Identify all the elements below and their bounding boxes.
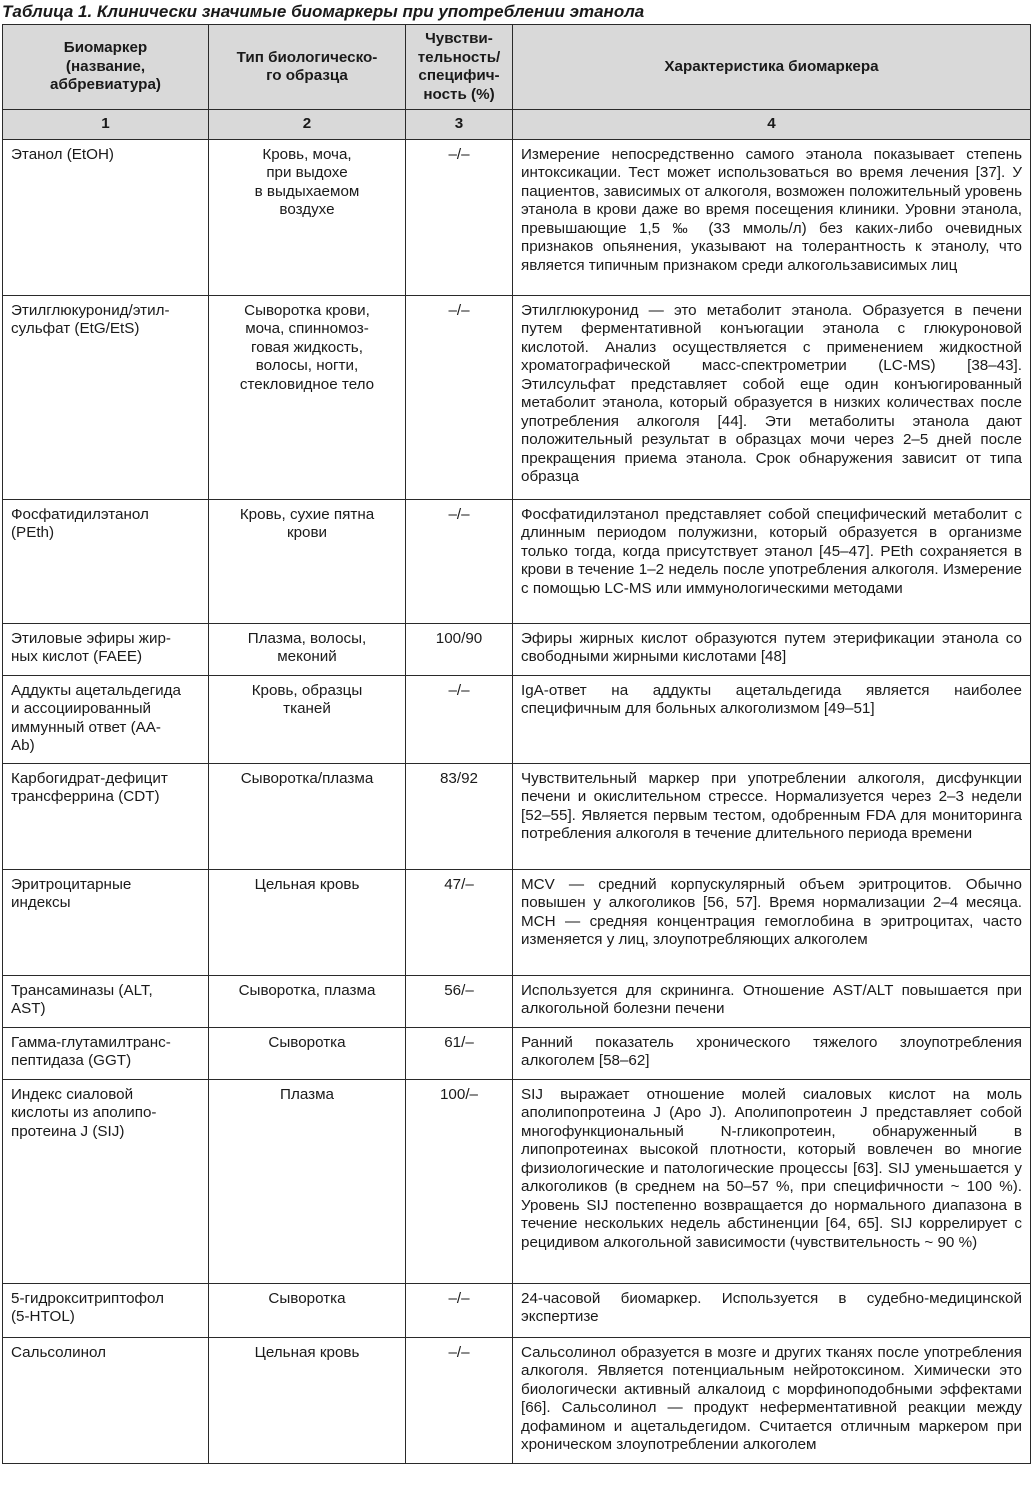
biomarker-description: Фосфатидилэтанол представляет собой специфический метаболит с длинным периодом полужизни, который образуется в организме только тогда, когда присутствует этанол [45–47]. PEth сохраняется в крови в течение 1–2 недель после употребления алкоголя. Измерение с помощью LC-MS или иммунологическими методами: [513, 499, 1031, 623]
sample-type: Сыворотка, плазма: [209, 975, 406, 1027]
biomarker-description: Эфиры жирных кислот образуются путем этерификации этанола со свободными жирными кислотами [48]: [513, 623, 1031, 675]
biomarker-name: Этанол (EtOH): [3, 139, 209, 295]
table-row: [3, 1027, 1031, 1079]
biomarker-name: Эритроцитарные индексы: [3, 869, 209, 975]
biomarker-description: SIJ выражает отношение молей сиаловых кислот на моль аполипопротеина J (Apo J). Аполипопротеин J представляет собой многофункциональный N-гликопротеин, обнаруженный в липопротеинах высокой плотности, который вовлечен во многие физиологические и патологические процессы [63]. SIJ уменьшается у алкоголиков (в среднем на 50–57 %, при специфичности ~ 100 %). Уровень SIJ постепенно возвращается до нормального диапазона в течение нескольких недель абстиненции [64, 65]. SIJ коррелирует с рецидивом алкогольной зависимости (чувствительность ~ 90 %): [513, 1079, 1031, 1283]
sensitivity-value: 61/–: [406, 1027, 513, 1079]
sensitivity-value: 83/92: [406, 763, 513, 869]
table-row: [3, 499, 1031, 623]
column-number: 4: [513, 110, 1031, 140]
table-row: [3, 1337, 1031, 1463]
table-row: [3, 975, 1031, 1027]
biomarker-description: MCV — средний корпускулярный объем эритроцитов. Обычно повышен у алкоголиков [56, 57]. Время нормализации 2–4 месяца. MCH — средняя концентрация гемоглобина в эритроцитах, часто изменяется у лиц, злоупотребляющих алкоголем: [513, 869, 1031, 975]
sensitivity-value: –/–: [406, 139, 513, 295]
sample-type: Сыворотка крови, моча, спинномоз- говая жидкость, волосы, ногти, стекловидное тело: [209, 295, 406, 499]
sensitivity-value: –/–: [406, 1283, 513, 1337]
sensitivity-value: 100/–: [406, 1079, 513, 1283]
table-row: [3, 675, 1031, 763]
header-characteristic: Характеристика биомаркера: [513, 25, 1031, 110]
table-row: [3, 295, 1031, 499]
biomarker-description: Измерение непосредственно самого этанола показывает степень интоксикации. Тест может использоваться во время лечения [37]. У пациентов, зависимых от алкоголя, возможен положительный уровень этанола в крови даже во время посещения клиники. Уровни этанола, превышающие 1,5 ‰ (33 ммоль/л) без каких-либо очевидных признаков опьянения, указывают на толерантность к этанолу, что является типичным признаком среди алкогользависимых лиц: [513, 139, 1031, 295]
column-number-row: [3, 110, 1031, 140]
biomarker-description: 24-часовой биомаркер. Используется в судебно-медицинской экспертизе: [513, 1283, 1031, 1337]
column-number: 2: [209, 110, 406, 140]
sample-type: Кровь, моча, при выдохе в выдыхаемом воздухе: [209, 139, 406, 295]
sensitivity-value: –/–: [406, 1337, 513, 1463]
sensitivity-value: 56/–: [406, 975, 513, 1027]
biomarker-name: Этилглюкуронид/этил- сульфат (EtG/EtS): [3, 295, 209, 499]
table-caption: Таблица 1. Клинически значимые биомаркеры при употреблении этанола: [2, 2, 645, 21]
table-row: [3, 1283, 1031, 1337]
biomarker-name: 5-гидрокситриптофол (5-HTOL): [3, 1283, 209, 1337]
biomarker-name: Сальсолинол: [3, 1337, 209, 1463]
sample-type: Плазма, волосы, меконий: [209, 623, 406, 675]
sample-type: Цельная кровь: [209, 869, 406, 975]
biomarker-name: Трансаминазы (ALT, AST): [3, 975, 209, 1027]
biomarker-name: Индекс сиаловой кислоты из аполипо- протеина J (SIJ): [3, 1079, 209, 1283]
sensitivity-value: 47/–: [406, 869, 513, 975]
table-row: [3, 139, 1031, 295]
sensitivity-value: –/–: [406, 499, 513, 623]
biomarker-description: Чувствительный маркер при употреблении алкоголя, дисфункции печени и окислительном стрессе. Нормализуется через 2–3 недели [52–55]. Является первым тестом, одобренным FDA для мониторинга потребления алкоголя в течение длительного периода времени: [513, 763, 1031, 869]
sample-type: Сыворотка/плазма: [209, 763, 406, 869]
sample-type: Плазма: [209, 1079, 406, 1283]
table-row: [3, 1079, 1031, 1283]
sample-type: Сыворотка: [209, 1283, 406, 1337]
sample-type: Кровь, сухие пятна крови: [209, 499, 406, 623]
header-biomarker: Биомаркер (название, аббревиатура): [3, 25, 209, 110]
table-row: [3, 763, 1031, 869]
sample-type: Сыворотка: [209, 1027, 406, 1079]
header-sample-type: Тип биологическо- го образца: [209, 25, 406, 110]
biomarker-name: Карбогидрат-дефицит трансферрина (CDT): [3, 763, 209, 869]
sensitivity-value: 100/90: [406, 623, 513, 675]
biomarker-description: Сальсолинол образуется в мозге и других тканях после употребления алкоголя. Является потенциальным нейротоксином. Химически это биологически активный алкалоид с морфиноподобными эффектами [66]. Сальсолинол — продукт неферментативной реакции между дофамином и ацетальдегидом. Считается отличным маркером при хроническом злоупотреблении алкоголем: [513, 1337, 1031, 1463]
header-row: [3, 25, 1031, 110]
biomarker-name: Этиловые эфиры жир- ных кислот (FAEE): [3, 623, 209, 675]
column-number: 1: [3, 110, 209, 140]
biomarker-description: Ранний показатель хронического тяжелого злоупотребления алкоголем [58–62]: [513, 1027, 1031, 1079]
header-sensitivity: Чувстви- тельность/ специфич- ность (%): [406, 25, 513, 110]
biomarker-name: Фосфатидилэтанол (PEth): [3, 499, 209, 623]
biomarker-description: Этилглюкуронид — это метаболит этанола. Образуется в печени путем ферментативной конъюгации этанола с глюкуроновой кислотой. Анализ осуществляется с применением жидкостной хроматографической масс-спектрометрии (LC-MS) [38–43]. Этилсульфат представляет собой еще один конъюгированный метаболит этанола, который образуется в низких количествах после употребления алкоголя [44]. Эти метаболиты этанола дают положительный результат в образцах мочи через 2–5 дней после прекращения приема этанола. Срок обнаружения зависит от типа образца: [513, 295, 1031, 499]
column-number: 3: [406, 110, 513, 140]
sensitivity-value: –/–: [406, 295, 513, 499]
sensitivity-value: –/–: [406, 675, 513, 763]
table-row: [3, 869, 1031, 975]
sample-type: Кровь, образцы тканей: [209, 675, 406, 763]
table-row: [3, 623, 1031, 675]
sample-type: Цельная кровь: [209, 1337, 406, 1463]
biomarker-name: Аддукты ацетальдегида и ассоциированный иммунный ответ (AA- Ab): [3, 675, 209, 763]
biomarker-description: IgA-ответ на аддукты ацетальдегида является наиболее специфичным для больных алкоголизмом [49–51]: [513, 675, 1031, 763]
biomarkers-table: [2, 24, 1031, 1464]
biomarker-name: Гамма-глутамилтранс- пептидаза (GGT): [3, 1027, 209, 1079]
biomarker-description: Используется для скрининга. Отношение AST/ALT повышается при алкогольной болезни печени: [513, 975, 1031, 1027]
